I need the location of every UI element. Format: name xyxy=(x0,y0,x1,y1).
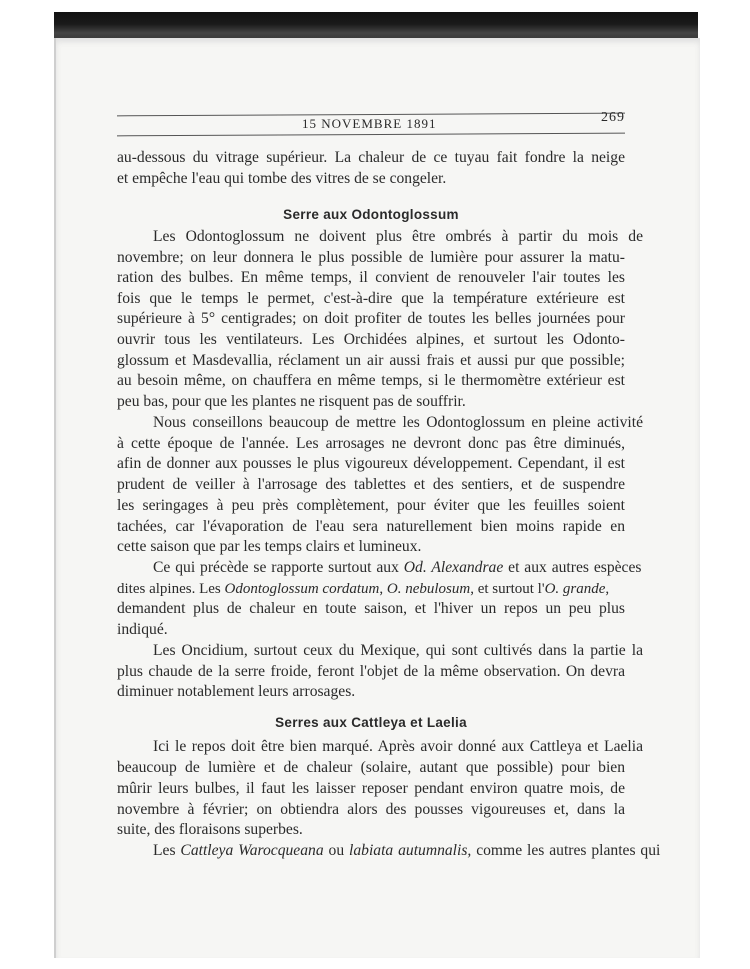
text-line: peu bas, pour que les plantes ne risquent pas de souffrir. xyxy=(117,393,466,411)
text-line: à cette époque de l'année. Les arrosages ne devront donc pas être diminués, xyxy=(117,434,625,452)
text-line: Ce qui précède se rapporte surtout aux Od. Alexandrae et aux autres espèces xyxy=(153,559,642,577)
text-line: beaucoup de lumière et de chaleur (solaire, autant que possible) pour bien xyxy=(117,759,625,777)
text-line: mûrir leurs bulbes, il faut les laisser reposer pendant environ quatre mois, de xyxy=(117,779,625,797)
text-line: demandent plus de chaleur en toute saison, et l'hiver un repos un peu plus xyxy=(117,600,625,618)
text-line: cette saison que par les temps clairs et lumineux. xyxy=(117,538,422,556)
text-line: ouvrir tous les ventilateurs. Les Orchidées alpines, et surtout les Odonto- xyxy=(117,331,625,349)
text-line: indiqué. xyxy=(117,621,168,639)
text-line: diminuer notablement leurs arrosages. xyxy=(117,683,356,701)
text-line: suite, des floraisons superbes. xyxy=(117,821,303,839)
section-heading: Serre aux Odontoglossum xyxy=(283,206,459,222)
text-line: glossum et Masdevallia, réclament un air aussi frais et aussi pur que possible; xyxy=(117,351,625,369)
text-line: supérieure à 5° centigrades; on doit profiter de toutes les belles journées pour xyxy=(117,310,625,328)
text-line: plus chaude de la serre froide, feront l'objet de la même observation. On devra xyxy=(117,662,625,680)
text-line: ration des bulbes. En même temps, il convient de renouveler l'air toutes les xyxy=(117,268,625,286)
header-date: 15 NOVEMBRE 1891 xyxy=(302,116,437,131)
text-line: les seringages à peu près complètement, pour éviter que les feuilles soient xyxy=(117,496,625,514)
text-line: et empêche l'eau qui tombe des vitres de se congeler. xyxy=(117,169,447,187)
text-line: Ici le repos doit être bien marqué. Après avoir donné aux Cattleya et Laelia xyxy=(153,738,643,756)
page-number: 269 xyxy=(601,110,625,125)
text-line: Les Oncidium, surtout ceux du Mexique, qui sont cultivés dans la partie la xyxy=(153,641,643,659)
text-line: fois que le temps le permet, c'est-à-dire que la température extérieure est xyxy=(117,289,625,307)
text-line: Les Cattleya Warocqueana ou labiata autumnalis, comme les autres plantes qui xyxy=(153,842,661,859)
text-line: tachées, car l'évaporation de l'eau sera naturellement bien moins rapide en xyxy=(117,517,625,535)
text-line: Nous conseillons beaucoup de mettre les Odontoglossum en pleine activité xyxy=(153,413,643,431)
text-line: novembre à février; on obtiendra alors des pousses vigoureuses et, dans la xyxy=(117,800,625,818)
text-line: afin de donner aux pousses le plus vigoureux développement. Cependant, il est xyxy=(117,455,625,473)
text-line: Les Odontoglossum ne doivent plus être ombrés à partir du mois de xyxy=(153,228,643,246)
text-line: au besoin même, on chauffera en même temps, si le thermomètre extérieur est xyxy=(117,372,625,390)
text-line: prudent de veiller à l'arrosage des tablettes et des sentiers, et de suspendre xyxy=(117,476,625,494)
text-line: dites alpines. Les Odontoglossum cordatum, O. nebulosum, et surtout l'O. grande, xyxy=(117,580,610,597)
text-line: au-dessous du vitrage supérieur. La chaleur de ce tuyau fait fondre la neige xyxy=(117,149,625,166)
section-heading: Serres aux Cattleya et Laelia xyxy=(275,714,467,730)
text-line: novembre; on leur donnera le plus possible de lumière pour assurer la matu- xyxy=(117,249,625,267)
